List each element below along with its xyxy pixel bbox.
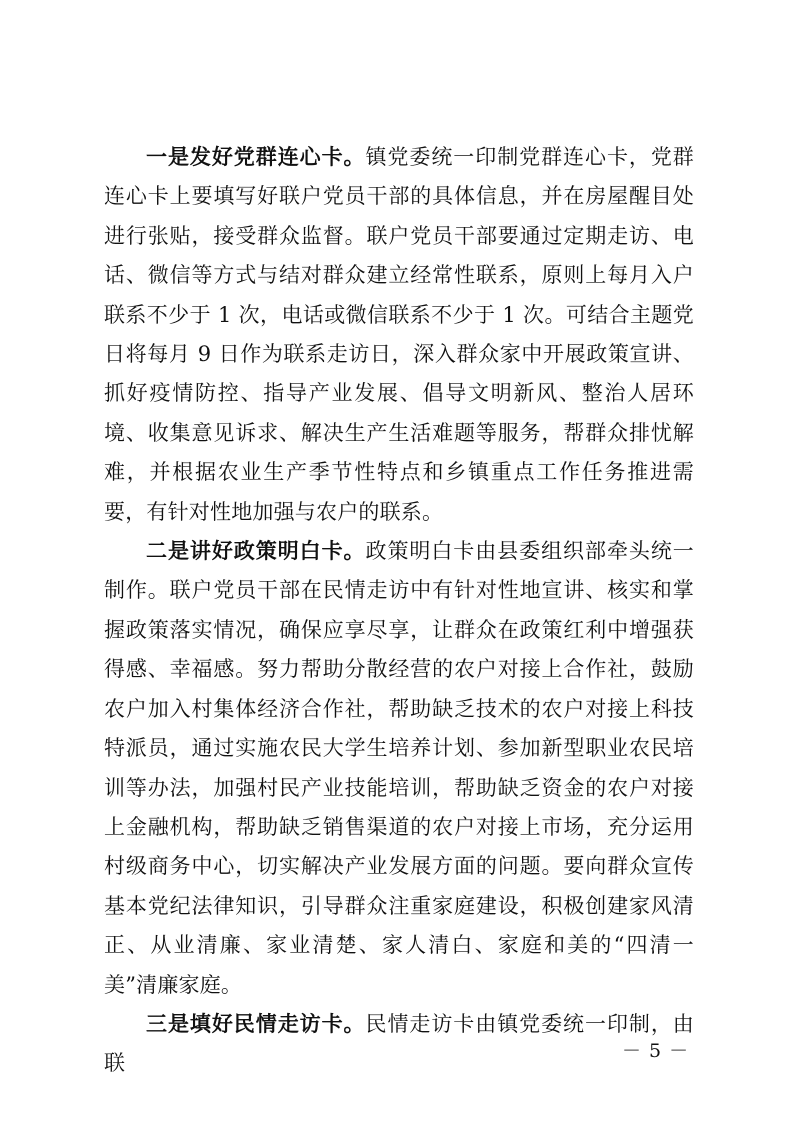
document-body bbox=[104, 138, 694, 1084]
paragraph-text: 镇党委统一印制党群连心卡，党群连心卡上要填写好联户党员干部的具体信息，并在房屋醒目处进行张贴，接受群众监督。联户党员干部要通过定期走访、电话、微信等方式与结对群众建立经常性联系，原则上每月入户联系不少于 1 次，电话或微信联系不少于 1 次。可结合主题党日将每月 9 日作为联系走访日，深入群众家中开展政策宣讲、抓好疫情防控、指导产业发展、倡导文明新风、整治人居环境、收集意见诉求、解决生产生活难题等服务，帮群众排忧解难，并根据农业生产季节性特点和乡镇重点工作任务推进需要，有针对性地加强与农户的联系。 bbox=[104, 145, 694, 524]
paragraph-party-connection-card bbox=[104, 138, 694, 532]
paragraph-visit-card bbox=[104, 1005, 694, 1084]
page-number: － 5 － bbox=[622, 1040, 690, 1062]
paragraph-lead: 二是讲好政策明白卡。 bbox=[146, 539, 366, 564]
paragraph-policy-card bbox=[104, 532, 694, 1005]
paragraph-text: 民情走访卡由镇党委统一印制，由联 bbox=[104, 1011, 694, 1076]
paragraph-text: 政策明白卡由县委组织部牵头统一制作。联户党员干部在民情走访中有针对性地宣讲、核实和掌握政策落实情况，确保应享尽享，让群众在政策红利中增强获得感、幸福感。努力帮助分散经营的农户对接上合作社，鼓励农户加入村集体经济合作社，帮助缺乏技术的农户对接上科技特派员，通过实施农民大学生培养计划、参加新型职业农民培训等办法，加强村民产业技能培训，帮助缺乏资金的农户对接上金融机构，帮助缺乏销售渠道的农户对接上市场，充分运用村级商务中心，切实解决产业发展方面的问题。要向群众宣传基本党纪法律知识，引导群众注重家庭建设，积极创建家风清正、从业清廉、家业清楚、家人清白、家庭和美的“四清一美”清廉家庭。 bbox=[104, 539, 694, 997]
paragraph-lead: 三是填好民情走访卡。 bbox=[146, 1011, 366, 1036]
paragraph-lead: 一是发好党群连心卡。 bbox=[146, 145, 366, 169]
